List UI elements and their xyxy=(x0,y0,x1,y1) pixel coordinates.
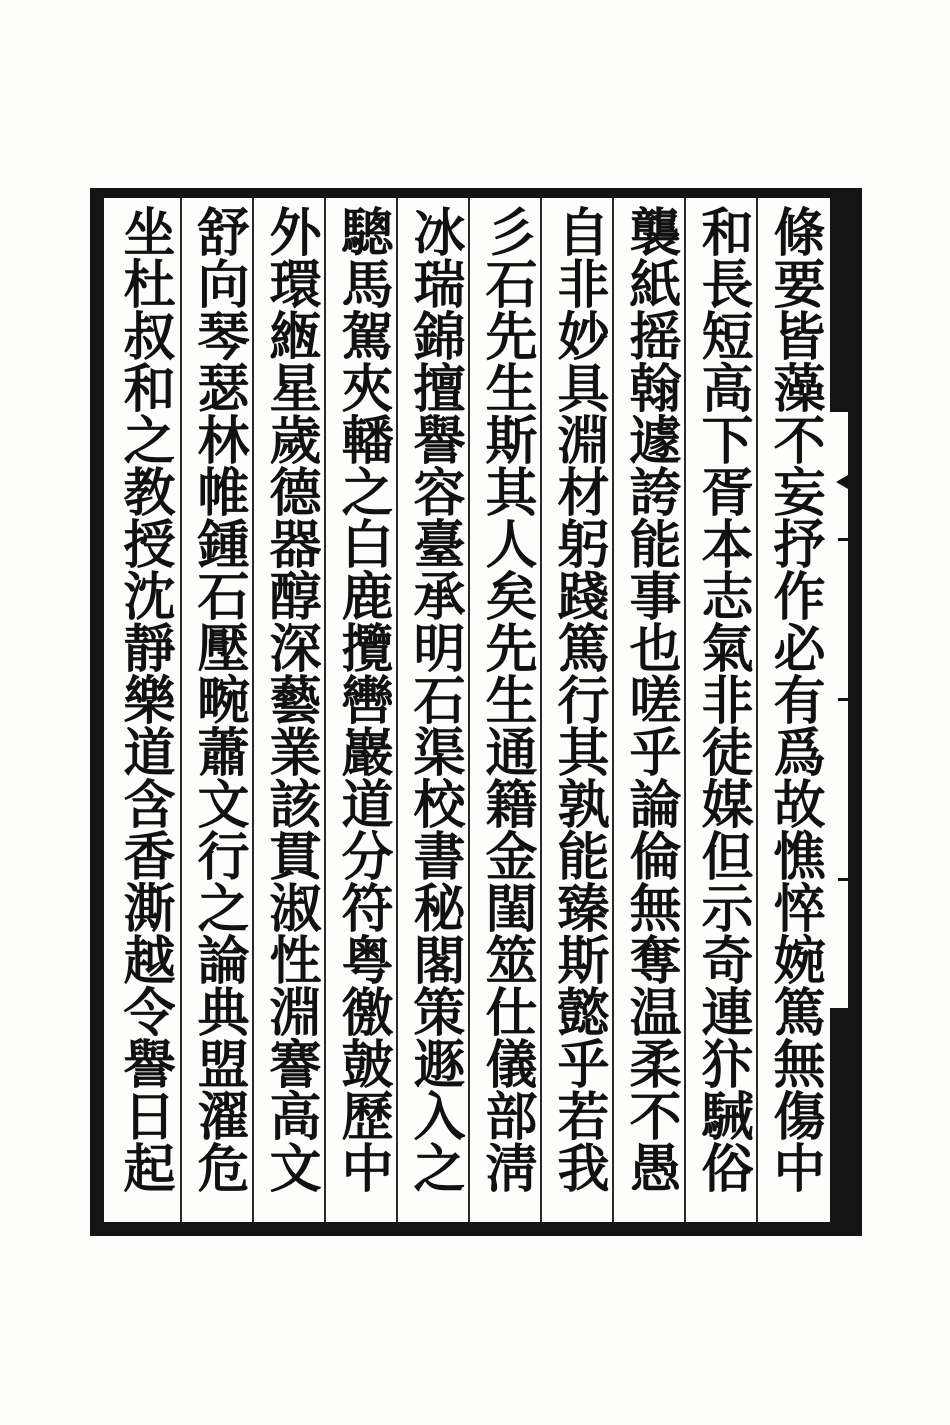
column-rule xyxy=(540,198,542,1222)
black-mouth-upper xyxy=(830,198,862,412)
column-rule xyxy=(252,198,254,1222)
column-rule xyxy=(180,198,182,1222)
column-rule xyxy=(684,198,686,1222)
text-column-7: 驄馬駕夾轓之白鹿攬轡巖道分符粤徼皷歷中 xyxy=(332,205,393,1193)
text-column-5: 彡石先生斯其人矣先生通籍金閨筮仕儀部淸 xyxy=(476,205,537,1193)
column-rule xyxy=(612,198,614,1222)
column-rule xyxy=(324,198,326,1222)
banxin-tick-mark xyxy=(838,698,856,701)
banxin-tick-mark xyxy=(838,538,856,541)
column-rule xyxy=(396,198,398,1222)
black-mouth-lower xyxy=(830,1008,862,1222)
text-column-9: 舒向琴瑟林帷鍾石壓畹蕭文行之論典盟濯危 xyxy=(188,205,249,1193)
column-rule xyxy=(468,198,470,1222)
text-column-1: 條要皆藻不妄抒作必有爲故憔悴婉篤無傷中 xyxy=(764,205,825,1193)
text-column-3: 襲紙摇翰遽誇能事也嗟乎論倫無奪温柔不愚 xyxy=(620,205,681,1193)
block-mouth-strip xyxy=(830,198,862,1222)
banxin-tick-mark xyxy=(838,878,856,881)
text-column-6: 冰瑞錦擅譽容臺承明石渠校書秘閣策遯入之 xyxy=(404,205,465,1193)
frame-border-bottom xyxy=(90,1222,862,1236)
frame-border-left xyxy=(90,188,104,1236)
frame-border-top xyxy=(90,188,862,198)
text-column-4: 自非妙具淵材躬踐篤行其孰能臻斯懿乎若我 xyxy=(548,205,609,1193)
text-column-10: 坐杜叔和之教授沈靜樂道含香澌越令譽日起 xyxy=(114,205,175,1193)
column-rule xyxy=(756,198,758,1222)
fish-tail-mark-icon xyxy=(836,468,860,496)
text-column-2: 和長短高下胥本志氣非徒媒但示奇連犿駴俗 xyxy=(692,205,753,1193)
text-column-8: 外環緪星歲德器醇深藝業該貫淑性淵謇高文 xyxy=(260,205,321,1193)
